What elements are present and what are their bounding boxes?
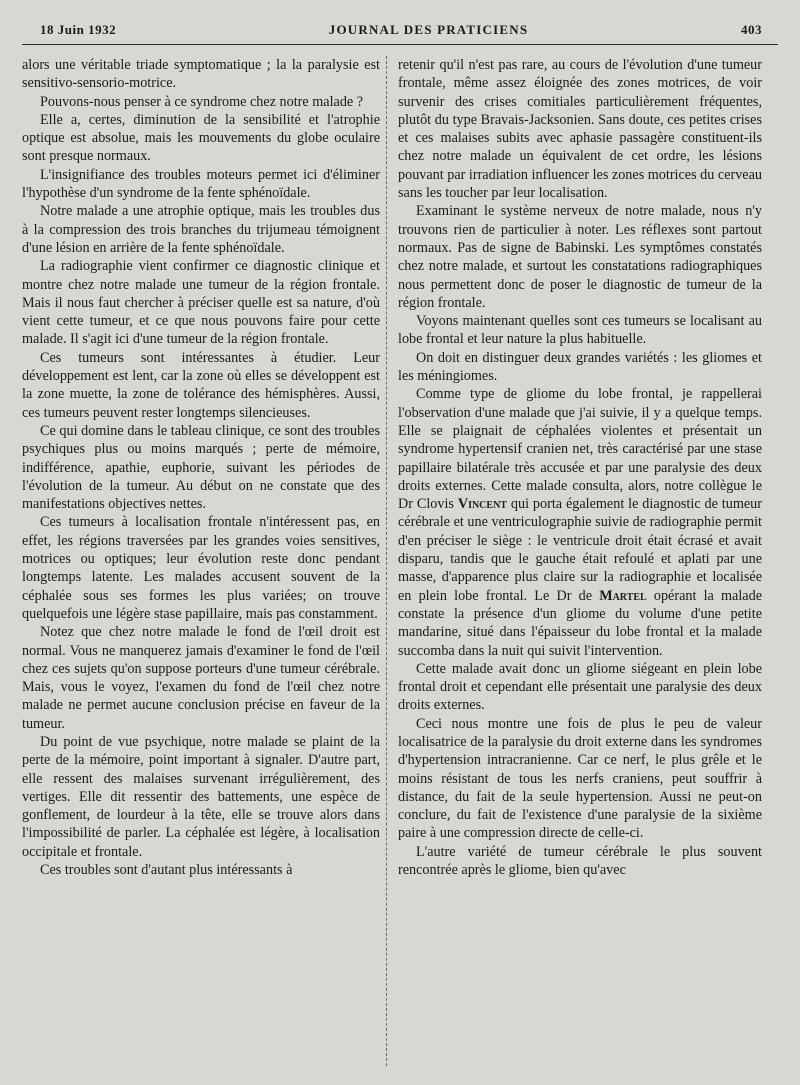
- paragraph: Examinant le système nerveux de notre malade, nous n'y trouvons rien de particulier à noter. Les réflexes sont partout normaux. Pas de signe de Babinski. Les symptômes constatés chez notre malade, et surtout les constatations radiographiques nous permettent donc de poser le diagnostic de tumeur de la région frontale.: [398, 203, 762, 311]
- text-run: opérant la malade constate la présence d'un gliome du volume d'une petite mandarine, situé dans l'épaisseur du lobe frontal et la malade succomba dans la nuit qui suivit l'intervention.: [398, 587, 762, 659]
- paragraph: Elle a, certes, diminution de la sensibilité et l'atrophie optique est absolue, mais les mouvements du globe oculaire sont presque normaux.: [22, 111, 380, 165]
- paragraph: Du point de vue psychique, notre malade se plaint de la perte de la mémoire, point important à signaler. D'autre part, elle ressent des malaises survenant irrégulièrement, des vertiges. Elle dit ressentir des battements, une espèce de gonflement, de lourdeur à la tête, elle se trouve alors dans l'impossibilité de parler. La céphalée est légère, à localisation occipitale et frontale.: [22, 733, 380, 860]
- paragraph: La radiographie vient confirmer ce diagnostic clinique et montre chez notre malade une tumeur de la région frontale. Mais il nous faut chercher à préciser quelle est sa nature, d'où vient cette tumeur, et ce que nous pouvons faire pour cette malade. Il s'agit ici d'une tumeur de la région frontale.: [22, 258, 380, 348]
- paragraph: L'autre variété de tumeur cérébrale le plus souvent rencontrée après le gliome, bien qu'avec: [398, 843, 762, 879]
- left-column: [22, 56, 380, 879]
- paragraph: Notez que chez notre malade le fond de l'œil droit est normal. Vous ne manquerez jamais d'examiner le fond de l'œil chez ces sujets qu'on suppose porteurs d'une tumeur cérébrale. Mais, vous le voyez, l'examen du fond de l'œil chez notre malade ne permet aucune conclusion précise en faveur de la tumeur.: [22, 624, 380, 732]
- doctor-name-vincent: Vincent: [457, 496, 507, 513]
- page-header: [40, 20, 762, 40]
- header-date: 18 Juin 1932: [40, 22, 117, 37]
- paragraph: Ces tumeurs sont intéressantes à étudier. Leur développement est lent, car la zone où elles se développent est la zone muette, la zone de tolérance des hémisphères. Aussi, ces tumeurs peuvent rester longtemps silencieuses.: [22, 349, 380, 421]
- paragraph-gliome-case: [398, 385, 762, 659]
- text-run: Comme type de gliome du lobe frontal, je rappellerai l'observation d'une malade que j'ai suivie, il y a quelque temps. Elle se plaignait de céphalées violentes et présentait un syndrome hypertensif cranien net, très caractérisé par une stase papillaire bilatérale très accusée et par une paralysie des deux droits externes. Cette malade consulta, alors, notre collègue le: [398, 386, 762, 494]
- doctor-name-martel: Martel: [599, 587, 647, 604]
- paragraph: Ceci nous montre une fois de plus le peu de valeur localisatrice de la paralysie du droit externe dans les syndromes d'hypertension intracranienne. Car ce nerf, le plus grêle et le moins résistant de tous les nerfs craniens, peut souffrir à distance, du fait de la seule hypertension. Aussi ne peut-on conclure, du fait de l'existence d'une paralysie de la sixième paire à une compression directe de celle-ci.: [398, 715, 762, 842]
- paragraph: L'insignifiance des troubles moteurs permet ici d'éliminer l'hypothèse d'un syndrome de la fente sphénoïdale.: [22, 166, 380, 202]
- paragraph: Voyons maintenant quelles sont ces tumeurs se localisant au lobe frontal et leur nature la plus habituelle.: [398, 313, 762, 348]
- paragraph: Notre malade a une atrophie optique, mais les troubles dus à la compression des trois branches du trijumeau témoignent d'une lésion en arrière de la fente sphénoïdale.: [22, 203, 380, 256]
- paragraph: Ces tumeurs à localisation frontale n'intéressent pas, en effet, les régions traversées par les grandes voies sensitives, motrices ou optiques; leur évolution reste donc pendant longtemps latente. Les malades accusent souvent de la céphalée sous ses formes les plus variées; on trouve quelquefois une légère stase papillaire, mais pas constamment.: [22, 514, 380, 622]
- header-rule: [22, 44, 778, 45]
- journal-title: JOURNAL DES PRATICIENS: [328, 22, 529, 37]
- paragraph: On doit en distinguer deux grandes variétés : les gliomes et les méningiomes.: [398, 349, 762, 385]
- doctor-title: Dr Clovis: [398, 496, 458, 513]
- paragraph: Ces troubles sont d'autant plus intéressants à: [40, 862, 293, 879]
- right-column: [398, 56, 762, 879]
- paragraph: Cette malade avait donc un gliome siégeant en plein lobe frontal droit et cependant elle présentait une paralysie des deux droits externes.: [398, 660, 762, 714]
- paragraph: retenir qu'il n'est pas rare, au cours de l'évolution d'une tumeur frontale, même assez éloignée des zones motrices, de voir survenir des crises comitiales particulièrement fréquentes, plutôt du type Bravais-Jacksonien. Sans doute, ces petites crises et ces malaises subits avec aphasie passagère constituent-ils chez notre malade un équivalent de cet ordre, les lésions pouvant par irradiation influencer les zones motrices du cerveau sans les toucher par leur localisation.: [398, 57, 762, 202]
- text-run: qui porta également le diagnostic de tumeur cérébrale et une ventriculographie suivie de radiographie permit d'en préciser le siège : le ventricule droit était écrasé et avait disparu, tandis que le gauche était refoulé et aplati par une masse, d'apparence plus claire sur la radiographie et localisée en plein lobe frontal. Le: [398, 496, 762, 604]
- doctor-title: Dr de: [556, 587, 600, 604]
- paragraph: Ce qui domine dans le tableau clinique, ce sont des troubles psychiques plus ou moins marqués ; perte de mémoire, indifférence, apathie, euphorie, suivant les périodes de l'évolution de la tumeur. Au début on ne constate que des manifestations objectives nettes.: [22, 422, 380, 513]
- paragraph: Pouvons-nous penser à ce syndrome chez notre malade ?: [40, 93, 364, 110]
- column-divider: [386, 56, 387, 1066]
- page-number: 403: [740, 22, 762, 37]
- paragraph: alors une véritable triade symptomatique ; la la paralysie est sensitivo-sensorio-motrice.: [22, 57, 380, 92]
